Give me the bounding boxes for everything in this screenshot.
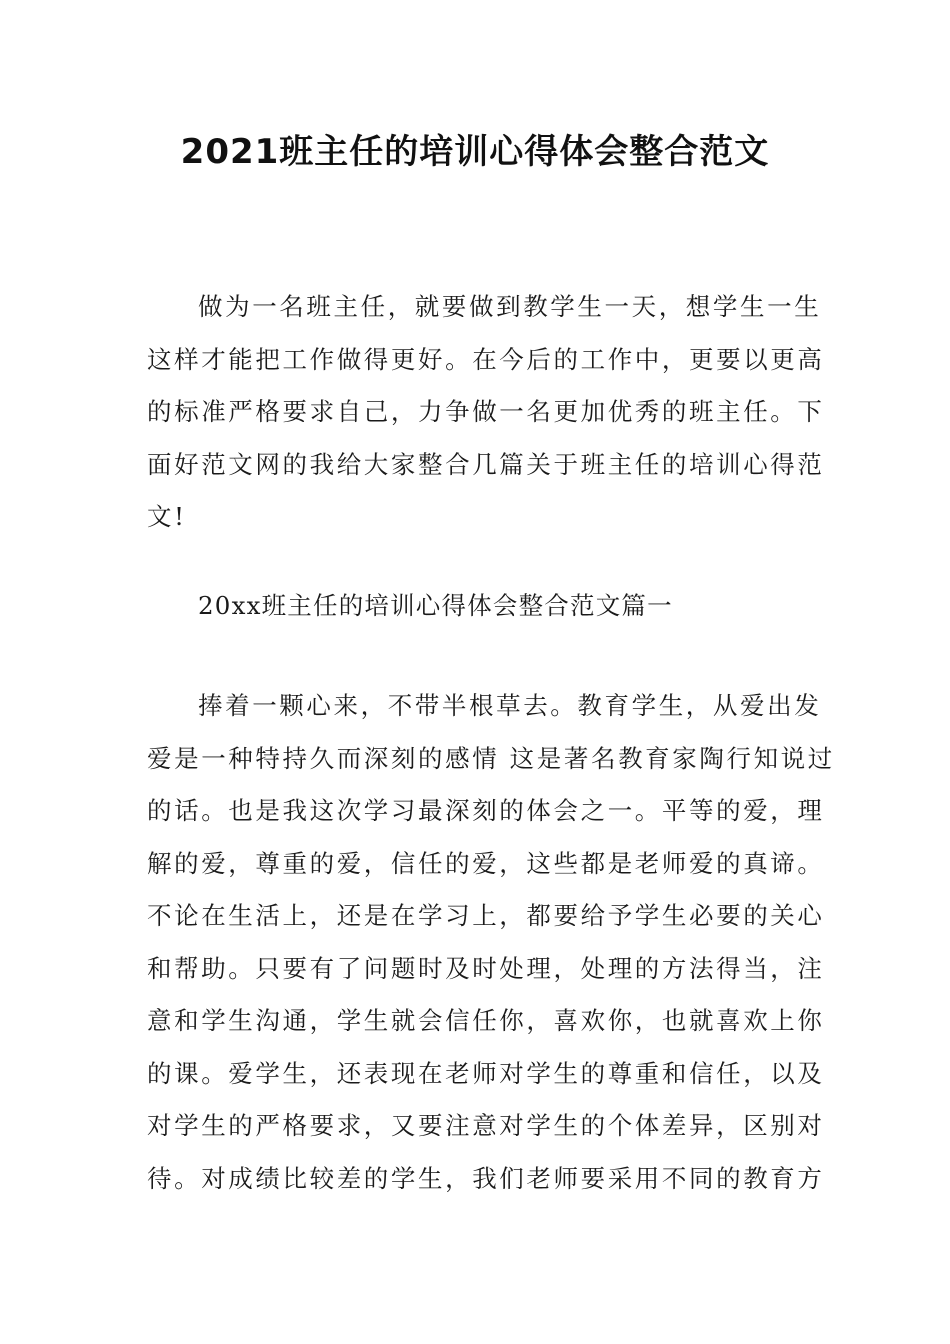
paragraph-line: 意和学生沟通，学生就会信任你，喜欢你，也就喜欢上你 (147, 1006, 825, 1035)
intro-paragraph (147, 281, 825, 544)
section-heading (147, 580, 807, 633)
paragraph-line: 解的爱，尊重的爱，信任的爱，这些都是老师爱的真谛。 (147, 848, 825, 878)
paragraph-line: 爱是一种特持久而深刻的感情 这是著名教育家陶行知说过 (147, 743, 835, 773)
paragraph-line: 的话。也是我这次学习最深刻的体会之一。平等的爱，理 (147, 796, 825, 825)
paragraph-line: 不论在生活上，还是在学习上，都要给予学生必要的关心 (147, 901, 825, 930)
paragraph-line: 对学生的严格要求，又要注意对学生的个体差异，区别对 (147, 1111, 825, 1140)
paragraph-line: 的标准严格要求自己，力争做一名更加优秀的班主任。下 (147, 397, 825, 426)
paragraph-line: 的课。爱学生，还表现在老师对学生的尊重和信任，以及 (147, 1058, 825, 1088)
paragraph-line: 捧着一颗心来，不带半根草去。教育学生，从爱出发 (198, 691, 822, 720)
paragraph-line: 这样才能把工作做得更好。在今后的工作中，更要以更高 (147, 344, 825, 374)
section-heading-text: 20xx班主任的培训心得体会整合范文篇一 (198, 591, 673, 620)
body-paragraph (147, 680, 835, 1205)
paragraph-line: 待。对成绩比较差的学生，我们老师要采用不同的教育方 (147, 1163, 825, 1193)
document-title: 2021班主任的培训心得体会整合范文 (180, 132, 770, 172)
paragraph-line: 做为一名班主任，就要做到教学生一天，想学生一生 (198, 292, 822, 321)
paragraph-line: 和帮助。只要有了问题时及时处理，处理的方法得当，注 (147, 953, 825, 983)
paragraph-line: 文! (147, 502, 187, 531)
paragraph-line: 面好范文网的我给大家整合几篇关于班主任的培训心得范 (147, 449, 825, 479)
